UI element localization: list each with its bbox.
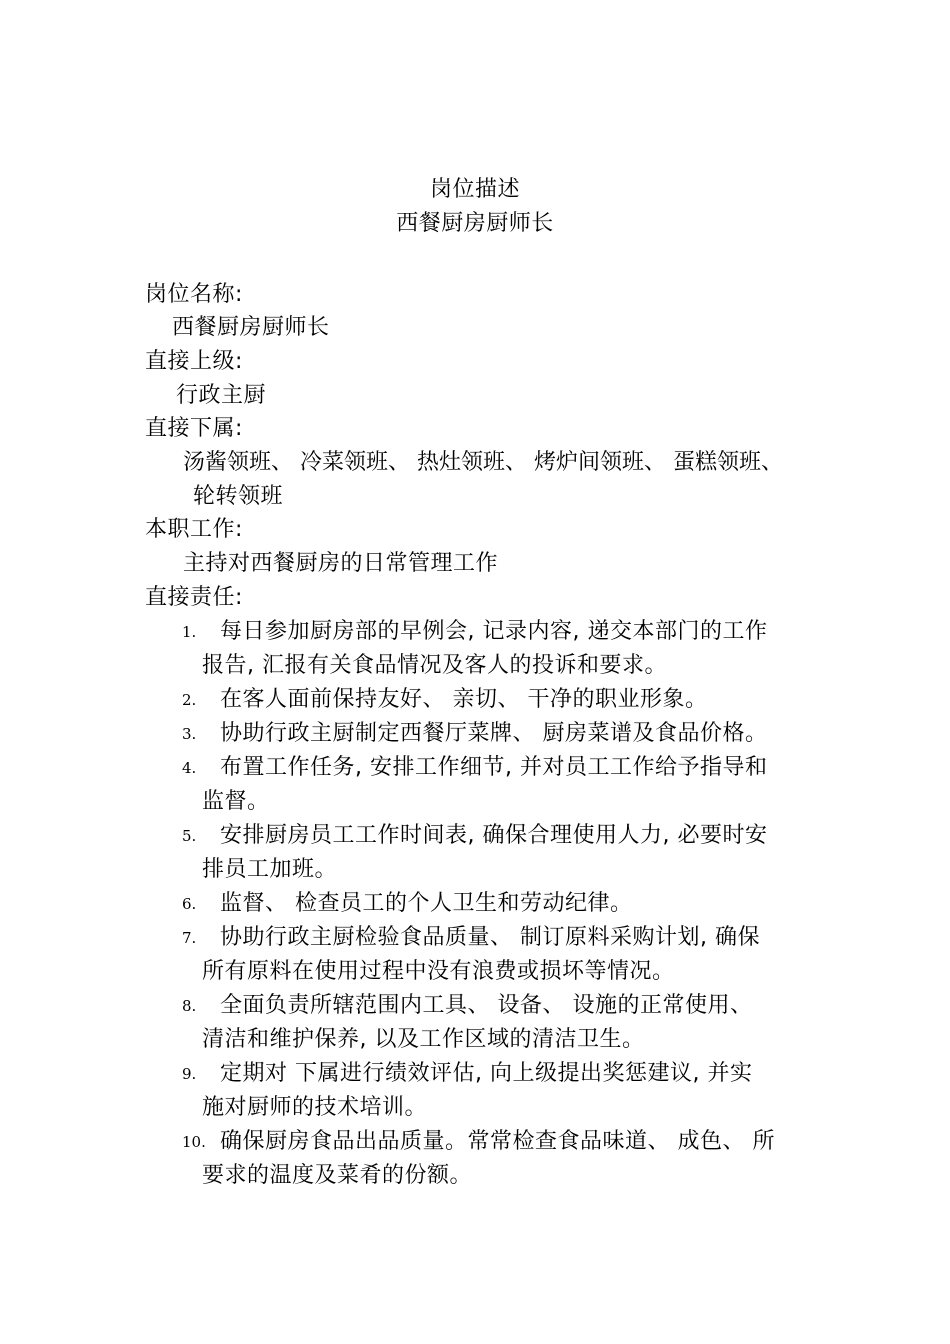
list-item-line: 每日参加厨房部的早例会, 记录内容, 递交本部门的工作: [220, 619, 768, 644]
superior-value: 行政主厨: [176, 383, 267, 408]
subordinates-line-2: 轮转领班: [193, 484, 284, 509]
list-item-line: 全面负责所辖范围内工具、 设备、 设施的正常使用、: [220, 993, 753, 1018]
list-item-number: 2.: [182, 691, 197, 709]
list-item-line: 清洁和维护保养, 以及工作区域的清洁卫生。: [202, 1027, 645, 1052]
main-work-label: 本职工作:: [145, 517, 243, 542]
responsibilities-label: 直接责任:: [145, 585, 243, 610]
list-item-line: 排员工加班。: [202, 857, 338, 882]
list-item-line: 确保厨房食品出品质量。常常检查食品味道、 成色、 所: [220, 1129, 775, 1154]
list-item-line: 定期对 下属进行绩效评估, 向上级提出奖惩建议, 并实: [220, 1061, 753, 1086]
list-item-line: 所有原料在使用过程中没有浪费或损坏等情况。: [202, 959, 675, 984]
position-name-label: 岗位名称:: [145, 282, 243, 307]
list-item-number: 7.: [182, 929, 197, 947]
list-item-number: 9.: [182, 1065, 197, 1083]
list-item-line: 报告, 汇报有关食品情况及客人的投诉和要求。: [202, 653, 667, 678]
superior-label: 直接上级:: [145, 349, 243, 374]
subordinates-line-1: 汤酱领班、 冷菜领班、 热灶领班、 烤炉间领班、 蛋糕领班、: [183, 450, 783, 475]
list-item-line: 布置工作任务, 安排工作细节, 并对员工工作给予指导和: [220, 755, 768, 780]
list-item-number: 10.: [182, 1133, 206, 1151]
list-item-number: 6.: [182, 895, 197, 913]
list-item-number: 4.: [182, 759, 197, 777]
list-item-line: 监督、 检查员工的个人卫生和劳动纪律。: [220, 891, 633, 916]
list-item-line: 在客人面前保持友好、 亲切、 干净的职业形象。: [220, 687, 708, 712]
list-item-line: 协助行政主厨检验食品质量、 制订原料采购计划, 确保: [220, 925, 760, 950]
list-item-line: 协助行政主厨制定西餐厅菜牌、 厨房菜谱及食品价格。: [220, 721, 768, 746]
document-subtitle: 西餐厨房厨师长: [396, 211, 554, 236]
list-item-line: 监督。: [202, 789, 270, 814]
list-item-number: 5.: [182, 827, 197, 845]
document-title: 岗位描述: [429, 177, 520, 202]
list-item-line: 安排厨房员工工作时间表, 确保合理使用人力, 必要时安: [220, 823, 768, 848]
list-item-number: 3.: [182, 725, 197, 743]
main-work-value: 主持对西餐厨房的日常管理工作: [183, 551, 499, 576]
position-name-value: 西餐厨房厨师长: [172, 315, 330, 340]
list-item-number: 1.: [182, 623, 197, 641]
list-item-number: 8.: [182, 997, 197, 1015]
list-item-line: 施对厨师的技术培训。: [202, 1095, 428, 1120]
subordinates-label: 直接下属:: [145, 416, 243, 441]
list-item-line: 要求的温度及菜肴的份额。: [202, 1163, 473, 1188]
